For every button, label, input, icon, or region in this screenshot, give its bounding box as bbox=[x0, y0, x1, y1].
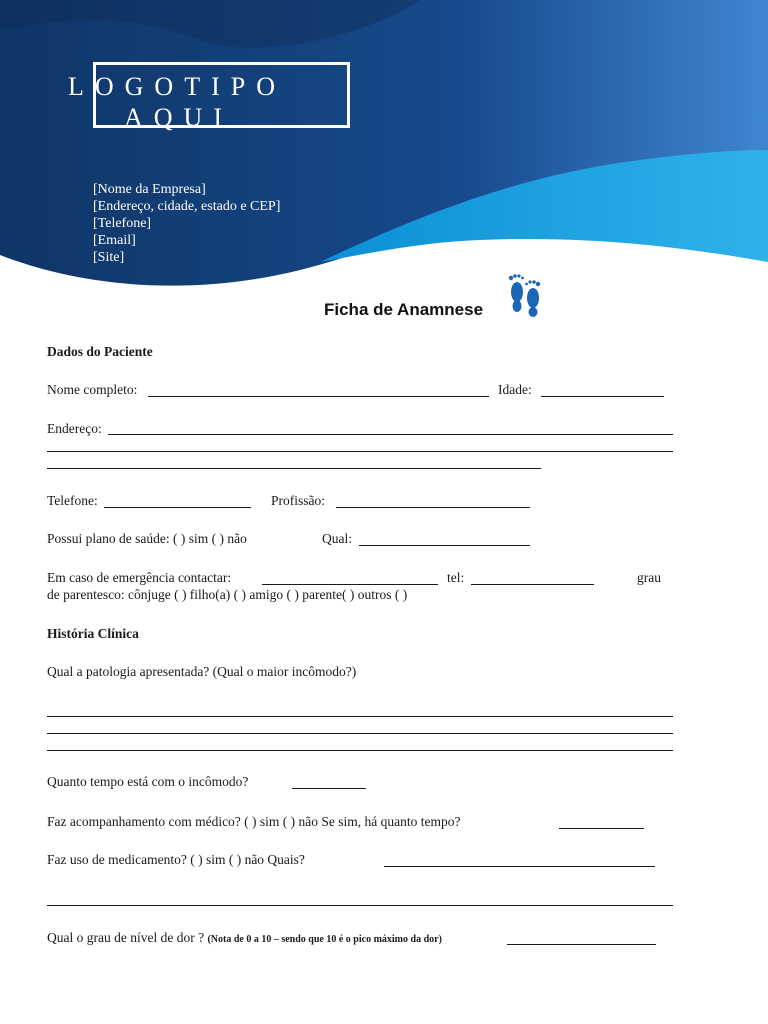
telefone-label: Telefone: bbox=[47, 493, 98, 508]
company-email: [Email] bbox=[93, 233, 136, 248]
company-info bbox=[93, 181, 280, 266]
dor-question-text: Qual o grau de nível de dor ? bbox=[47, 930, 205, 945]
idade-label: Idade: bbox=[498, 382, 532, 397]
nome-field[interactable] bbox=[148, 396, 489, 397]
patologia-field-line1[interactable] bbox=[47, 716, 673, 717]
dor-question bbox=[47, 930, 442, 946]
idade-field[interactable] bbox=[541, 396, 664, 397]
profissao-field[interactable] bbox=[336, 507, 530, 508]
plano-qual-field[interactable] bbox=[359, 545, 530, 546]
tempo-question: Quanto tempo está com o incômodo? bbox=[47, 774, 249, 789]
medicamento-quais-field[interactable] bbox=[384, 866, 655, 867]
section-patient-heading: Dados do Paciente bbox=[47, 344, 153, 359]
emergencia-label: Em caso de emergência contactar: bbox=[47, 570, 232, 585]
form-title: Ficha de Anamnese bbox=[324, 300, 484, 319]
medico-question: Faz acompanhamento com médico? ( ) sim ( ) não Se sim, há quanto tempo? bbox=[47, 814, 461, 829]
endereco-field-line2[interactable] bbox=[47, 451, 673, 452]
dor-note: (Nota de 0 a 10 – sendo que 10 é o pico máximo da dor) bbox=[207, 934, 442, 945]
plano-saude-label: Possui plano de saúde: ( ) sim ( ) não bbox=[47, 531, 247, 546]
patologia-field-line3[interactable] bbox=[47, 750, 673, 751]
nome-label: Nome completo: bbox=[47, 382, 138, 397]
logo-placeholder-line1: LOGOTIPO bbox=[68, 72, 286, 101]
endereco-field-line3[interactable] bbox=[47, 468, 541, 469]
medicamento-field-line2[interactable] bbox=[47, 905, 673, 906]
logo-placeholder-line2: AQUI bbox=[124, 103, 233, 132]
telefone-field[interactable] bbox=[104, 507, 251, 508]
patologia-question: Qual a patologia apresentada? (Qual o maior incômodo?) bbox=[47, 664, 357, 679]
section-history-heading: História Clínica bbox=[47, 626, 139, 641]
grau-label: grau bbox=[637, 570, 661, 585]
profissao-label: Profissão: bbox=[271, 493, 325, 508]
emergencia-tel-field[interactable] bbox=[471, 584, 594, 585]
plano-qual-label: Qual: bbox=[322, 531, 352, 546]
medicamento-question: Faz uso de medicamento? ( ) sim ( ) não Quais? bbox=[47, 852, 305, 867]
endereco-label: Endereço: bbox=[47, 421, 102, 436]
parentesco-options[interactable]: de parentesco: cônjuge ( ) filho(a) ( ) amigo ( ) parente( ) outros ( ) bbox=[47, 587, 408, 602]
footprints-icon bbox=[505, 268, 545, 318]
company-site: [Site] bbox=[93, 250, 125, 265]
dor-field[interactable] bbox=[507, 944, 656, 945]
emergencia-tel-label: tel: bbox=[447, 570, 465, 585]
company-phone: [Telefone] bbox=[93, 216, 152, 231]
endereco-field-line1[interactable] bbox=[108, 434, 673, 435]
tempo-field[interactable] bbox=[292, 788, 366, 789]
patologia-field-line2[interactable] bbox=[47, 733, 673, 734]
company-address: [Endereço, cidade, estado e CEP] bbox=[93, 199, 281, 214]
emergencia-contact-field[interactable] bbox=[262, 584, 438, 585]
medico-tempo-field[interactable] bbox=[559, 828, 644, 829]
company-name: [Nome da Empresa] bbox=[93, 182, 206, 197]
